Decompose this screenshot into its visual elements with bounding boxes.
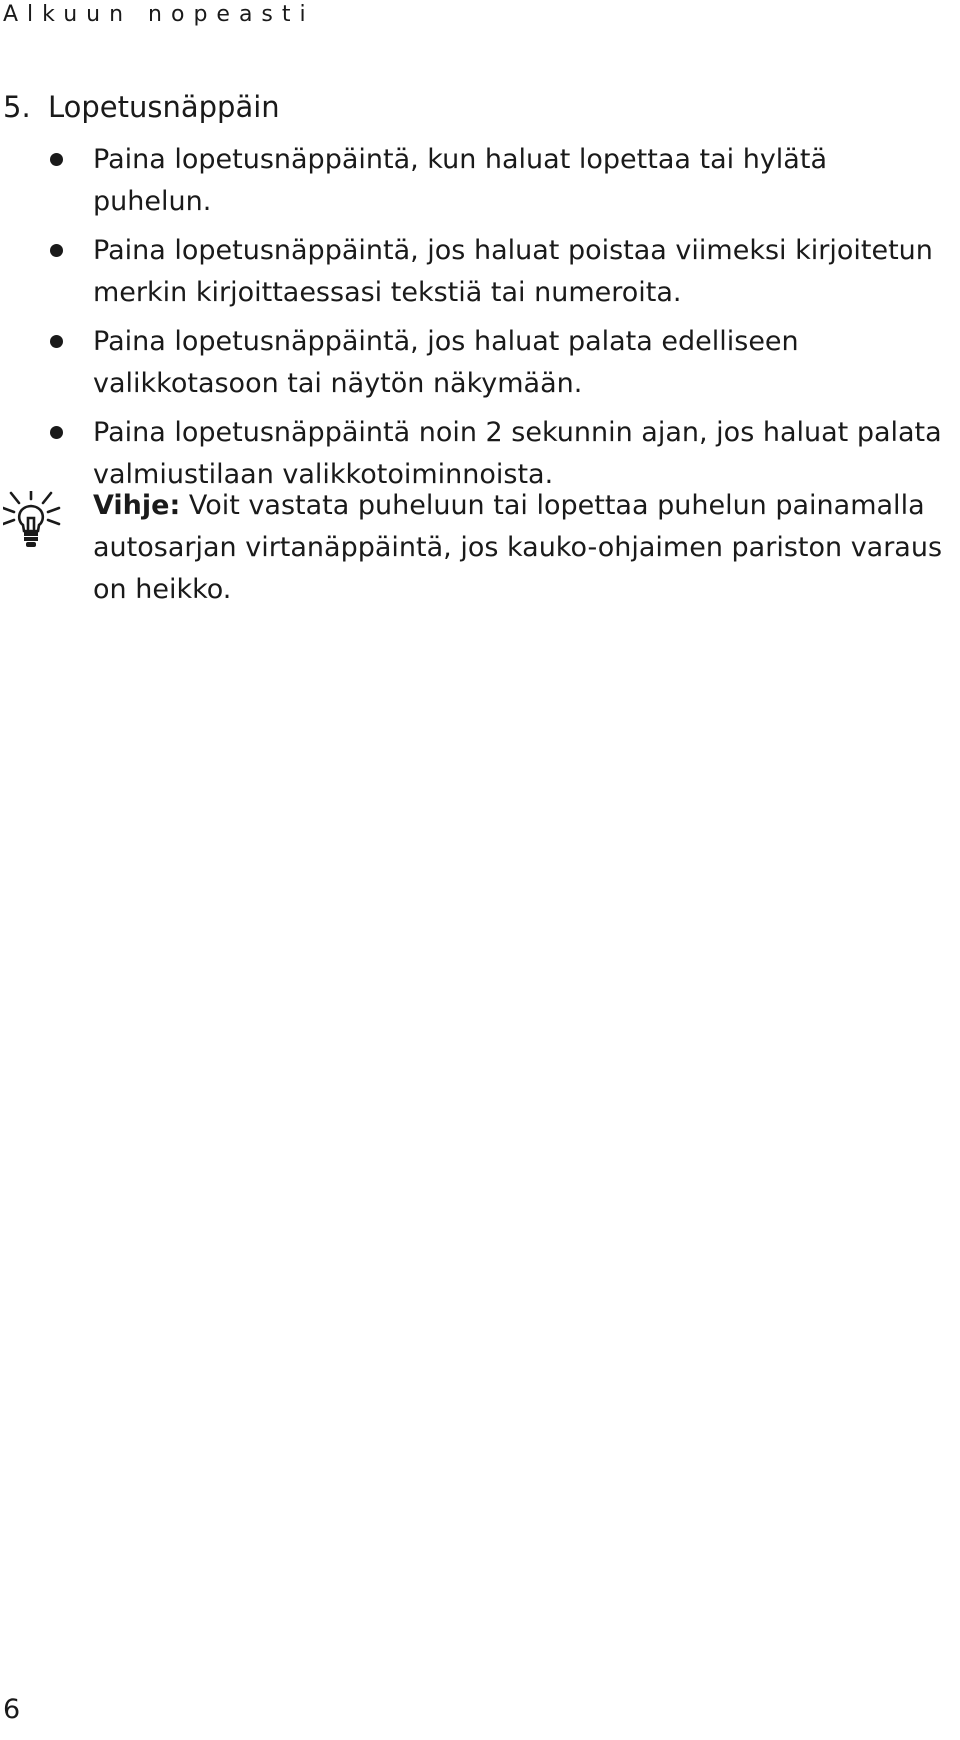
tip-label: Vihje: [93, 490, 181, 521]
section-number: 5. [3, 90, 31, 124]
tip-body: Voit vastata puheluun tai lopettaa puhelun painamalla autosarjan virtanäppäintä, jos kauko-ohjaimen pariston varaus on heikko. [93, 490, 943, 605]
list-item-text: Paina lopetusnäppäintä, kun haluat lopettaa tai hylätä puhelun. [93, 144, 827, 217]
list-item-text: Paina lopetusnäppäintä, jos haluat poistaa viimeksi kirjoitetun merkin kirjoittaessasi tekstiä tai numeroita. [93, 235, 933, 308]
list-item [0, 412, 953, 496]
bullet-list [0, 139, 960, 503]
section-heading [3, 87, 280, 127]
page-number: 6 [3, 1694, 21, 1725]
bullet-icon [50, 426, 63, 439]
bullet-icon [50, 244, 63, 257]
section-title: Lopetusnäppäin [48, 90, 280, 124]
list-item [0, 321, 953, 405]
list-item-text: Paina lopetusnäppäintä noin 2 sekunnin ajan, jos haluat palata valmiustilaan valikkotoiminnoista. [93, 417, 942, 490]
list-item [0, 139, 953, 223]
list-item [0, 230, 953, 314]
bullet-icon [50, 335, 63, 348]
tip-text [93, 485, 953, 611]
running-header: Alkuun nopeasti [3, 2, 315, 27]
bullet-icon [50, 153, 63, 166]
list-item-text: Paina lopetusnäppäintä, jos haluat palata edelliseen valikkotasoon tai näytön näkymään. [93, 326, 799, 399]
lightbulb-icon [3, 491, 65, 551]
